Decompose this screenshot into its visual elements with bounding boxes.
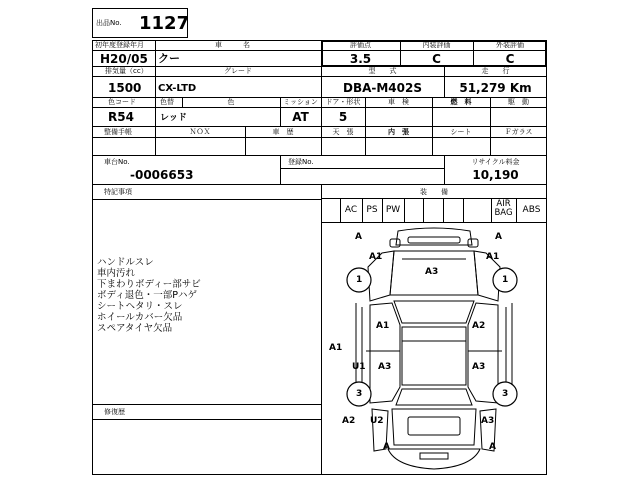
divider — [92, 126, 547, 127]
divider — [92, 137, 547, 138]
recycle-fee: 10,190 — [472, 168, 519, 182]
divider — [443, 198, 444, 222]
chassis-number-label: 車台No. — [104, 158, 130, 166]
maintenance-record-label: 整備手帳 — [104, 128, 132, 136]
recycle-fee-label: リサイクル料金 — [471, 158, 520, 166]
doors: 5 — [338, 110, 348, 124]
damage-wheel-rear-right: 3 — [502, 389, 509, 399]
equipment-ac: AC — [344, 205, 358, 215]
transmission-label: ミッション — [283, 98, 318, 106]
displacement: 1500 — [108, 81, 142, 95]
nox-label: ＮＯＸ — [189, 128, 211, 136]
fuel-label: 燃 料 — [450, 98, 472, 106]
doors-label: ドア・形状 — [325, 98, 361, 106]
exterior-grade: C — [505, 52, 515, 66]
damage-wheel-front-right: 1 — [502, 275, 509, 285]
seat-label: シート — [450, 128, 472, 136]
divider — [404, 198, 405, 222]
note-line: ホイールカバー欠品 — [97, 312, 183, 323]
grade: CX-LTD — [158, 83, 197, 94]
exterior-grade-label: 外装評価 — [496, 41, 524, 49]
lot-number-box — [92, 8, 188, 38]
note-line: ボディ退色・一部Pハゲ — [97, 290, 197, 301]
color-code-label: 色コード — [108, 98, 136, 106]
roof-liner-label: 天 張 — [332, 128, 354, 136]
registration-year: H20/05 — [100, 52, 148, 66]
interior-grade: C — [432, 52, 441, 66]
car-history-label: 車 歴 — [272, 128, 294, 136]
model-code-label: 型 式 — [368, 67, 397, 75]
damage-hood: A3 — [425, 267, 439, 277]
divider — [423, 198, 424, 222]
special-notes-label: 特記事項 — [104, 188, 132, 196]
registration-number-label: 登録No. — [288, 158, 314, 166]
transmission: AT — [292, 110, 309, 124]
divider — [92, 155, 547, 156]
divider — [155, 97, 156, 126]
color-change-label: 色替 — [160, 98, 174, 106]
damage-rear-door-right: A3 — [472, 362, 486, 372]
divider — [92, 107, 547, 108]
equipment-pw: PW — [385, 205, 401, 215]
color-code: R54 — [108, 110, 134, 124]
divider — [280, 155, 281, 184]
damage-front-door-left: A1 — [376, 321, 390, 331]
note-line: シートヘタリ・スレ — [97, 301, 183, 312]
drive-label: 駆 動 — [508, 98, 529, 106]
divider — [155, 40, 156, 66]
car-name-label: 車 名 — [215, 41, 250, 49]
registration-year-label: 初年度登録年月 — [95, 41, 144, 49]
damage-rear-quarter-right: A3 — [481, 416, 495, 426]
damage-rear-quarter-left: A2 — [342, 416, 356, 426]
score-label: 評価点 — [350, 41, 371, 49]
divider — [463, 198, 464, 222]
interior-grade-label: 内装評価 — [422, 41, 451, 49]
damage-rear-bumper-left: A — [383, 442, 390, 452]
lot-number: 1127 — [139, 13, 190, 34]
car-name: クー — [158, 52, 180, 65]
car-body-diagram — [322, 223, 546, 474]
damage-rear-bumper-right: A — [489, 442, 496, 452]
note-line: スペアタイヤ欠品 — [97, 323, 173, 334]
displacement-label: 排気量（cc） — [105, 67, 148, 75]
divider — [92, 419, 322, 420]
divider — [92, 404, 322, 405]
damage-fender-left: A1 — [369, 252, 383, 262]
repair-history-label: 修復歴 — [104, 408, 125, 416]
damage-wheel-rear-left: 3 — [356, 389, 363, 399]
note-line: 車内汚れ — [97, 268, 136, 279]
score: 3.5 — [349, 52, 372, 66]
mileage-label: 走 行 — [481, 67, 510, 75]
equipment-label: 装 備 — [420, 188, 448, 196]
equipment-ps: PS — [366, 205, 378, 215]
damage-under-left: U1 — [352, 362, 366, 372]
damage-sill-left: A1 — [329, 343, 343, 353]
damage-front-left: A — [355, 232, 362, 242]
divider — [92, 199, 322, 200]
damage-front-right: A — [495, 232, 502, 242]
damage-rear-door-left: A3 — [378, 362, 392, 372]
chassis-number: -0006653 — [130, 168, 194, 182]
interior-trim-label: 内 張 — [388, 128, 409, 136]
model-code: DBA-M402S — [342, 81, 422, 95]
equipment-abs: ABS — [522, 205, 541, 215]
note-line: ハンドルスレ — [97, 257, 154, 268]
color-label: 色 — [227, 98, 235, 106]
damage-under-rear: U2 — [370, 416, 384, 426]
color: レッド — [160, 113, 187, 123]
damage-front-door-right: A2 — [472, 321, 486, 331]
divider — [92, 184, 547, 185]
mileage: 51,279 Km — [459, 81, 532, 95]
damage-wheel-front-left: 1 — [356, 275, 363, 285]
grade-label: グレード — [224, 67, 252, 75]
divider — [280, 168, 444, 169]
lot-number-label: 出品No. — [96, 19, 122, 27]
divider — [92, 76, 547, 77]
note-line: 下まわりボディー部サビ — [97, 279, 201, 290]
inspection-label: 車 検 — [388, 98, 409, 106]
divider — [321, 198, 547, 199]
damage-fender-right: A1 — [486, 252, 500, 262]
equipment-airbag: AIR BAG — [494, 199, 513, 218]
windshield-label: Ｆガラス — [504, 128, 533, 136]
